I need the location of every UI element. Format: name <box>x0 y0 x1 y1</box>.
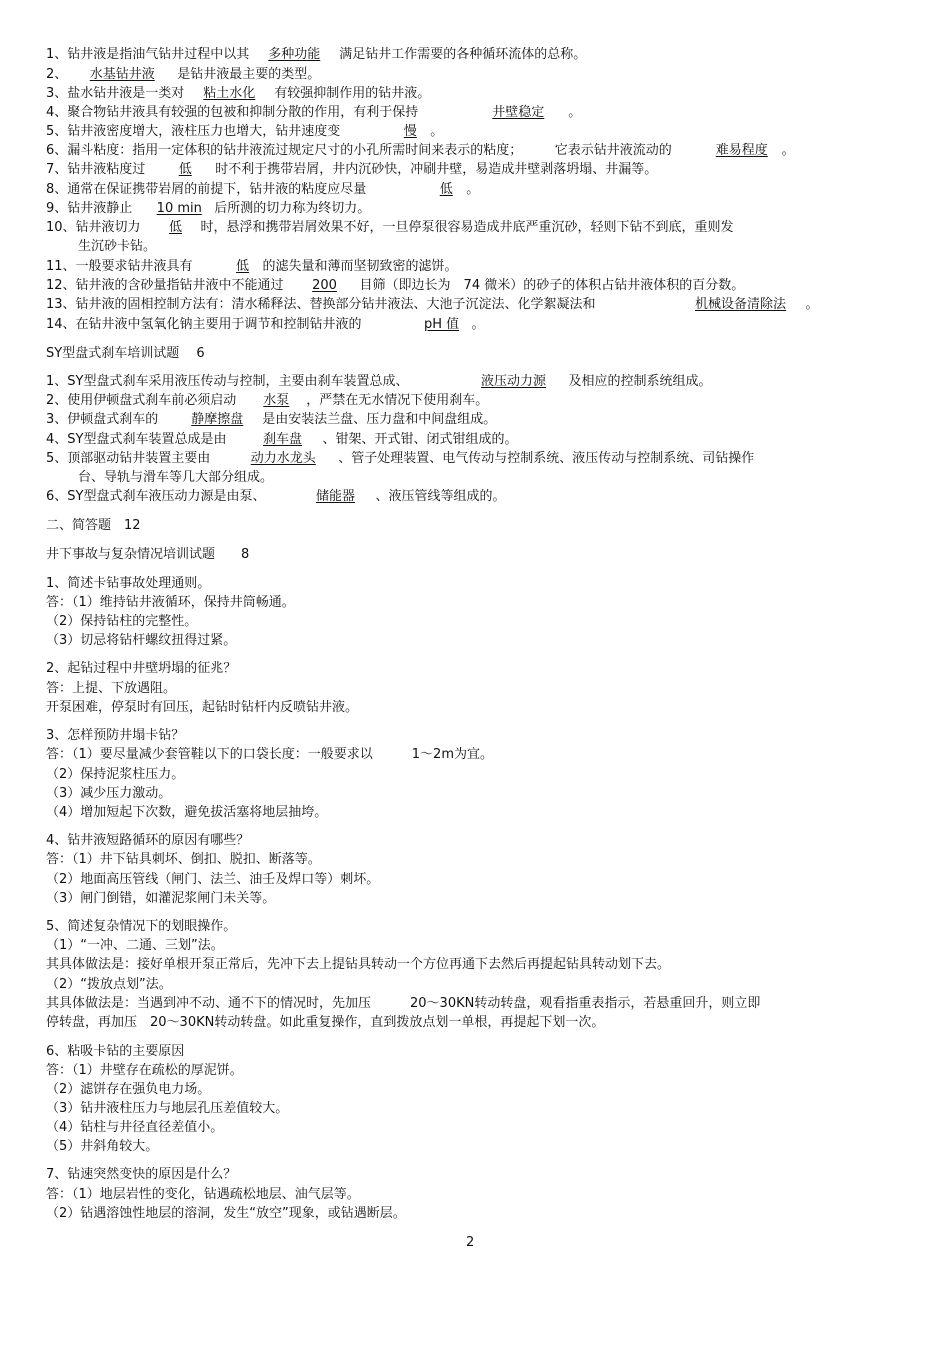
qa-line: 停转盘，再加压 20～30KN转动转盘。如此重复操作，直到拨放点划一单根，再提起下划一次。 <box>46 1015 605 1030</box>
item-text: 。 <box>805 297 819 312</box>
item-text: 后所测的切力称为终切力。 <box>214 201 371 216</box>
item-text: 7、钻井液粘度过 <box>46 162 146 177</box>
item-text: 的滤失量和薄而坚韧致密的滤饼。 <box>262 259 458 274</box>
answer-blank: pH 值 <box>423 317 460 332</box>
qa-line: （3）减少压力激动。 <box>46 786 172 801</box>
answer-blank: 10 min <box>156 201 202 216</box>
item-text: 、管子处理装置、电气传动与控制系统、液压传动与控制系统、司钻操作 <box>338 451 755 466</box>
qa-line: 5、简述复杂情况下的划眼操作。 <box>46 919 237 934</box>
item-text: 2、使用伊顿盘式刹车前必须启动 <box>46 393 237 408</box>
brake-section-title: SY型盘式刹车培训试题 6 <box>46 346 205 361</box>
answer-blank: 200 <box>312 278 337 293</box>
df-item-7 <box>46 162 657 178</box>
item-text: 12、钻井液的含砂量指钻井液中不能通过 <box>46 278 284 293</box>
item-text: 。 <box>430 124 444 139</box>
qa-line: （2）钻遇溶蚀性地层的溶洞，发生“放空”现象，或钻遇断层。 <box>46 1206 406 1221</box>
qa-line: （5）井斜角较大。 <box>46 1139 159 1154</box>
item-text: 2、 <box>46 67 68 82</box>
qa-line: （2）保持泥浆柱压力。 <box>46 767 185 782</box>
answer-blank: 液压动力源 <box>480 374 546 389</box>
item-text: 3、盐水钻井液是一类对 <box>46 86 185 101</box>
qa-line: 7、钻速突然变快的原因是什么？ <box>46 1167 237 1182</box>
answer-blank: 难易程度 <box>715 143 768 158</box>
answer-blank: 低 <box>236 259 250 274</box>
answer-blank: 粘土水化 <box>203 86 256 101</box>
df-item-10-cont <box>78 239 156 255</box>
item-text: 及相应的控制系统组成。 <box>568 374 712 389</box>
item-text: 时，悬浮和携带岩屑效果不好，一旦停泵很容易造成井底严重沉砂，轻则下钻不到底，重则发 <box>200 220 734 235</box>
item-text: 、钳架、开式钳、闭式钳组成的。 <box>322 432 518 447</box>
item-text: 生沉砂卡钻。 <box>78 239 157 254</box>
item-text: 13、钻井液的固相控制方法有：清水稀释法、替换部分钻井液法、大池子沉淀法、化学絮凝法和 <box>46 297 596 312</box>
item-text: 1、SY型盘式刹车采用液压传动与控制，主要由刹车装置总成、 <box>46 374 409 389</box>
item-text: 、液压管线等组成的。 <box>375 489 506 504</box>
brake-item-4 <box>46 432 517 448</box>
qa-line: （2）“拨放点划”法。 <box>46 977 172 992</box>
qa-line: 答：上提、下放遇阻。 <box>46 681 177 696</box>
brake-item-5 <box>46 451 754 467</box>
item-text: 6、漏斗粘度：指用一定体积的钻井液流过规定尺寸的小孔所需时间来表示的粘度； 它表示钻井液流动的 <box>46 143 672 158</box>
qa-line: （2）保持钻柱的完整性。 <box>46 614 198 629</box>
qa-line: （4）增加短起下次数，避免拔活塞将地层抽垮。 <box>46 805 328 820</box>
answer-blank: 水基钻井液 <box>89 67 155 82</box>
df-item-13 <box>46 297 819 313</box>
answer-blank: 低 <box>178 162 192 177</box>
qa-line: （2）地面高压管线（闸门、法兰、油壬及焊口等）刺坏。 <box>46 872 380 887</box>
brake-item-1 <box>46 374 711 390</box>
df-item-9 <box>46 201 370 217</box>
answer-blank: 水泵 <box>263 393 290 408</box>
qa-line: 2、起钻过程中井壁坍塌的征兆？ <box>46 661 237 676</box>
item-text: 5、钻井液密度增大，液柱压力也增大，钻井速度变 <box>46 124 341 139</box>
df-item-2 <box>46 67 320 83</box>
item-text: 8、通常在保证携带岩屑的前提下，钻井液的粘度应尽量 <box>46 182 367 197</box>
answer-blank: 井壁稳定 <box>492 105 545 120</box>
df-item-1 <box>46 47 586 63</box>
brake-item-2 <box>46 393 488 409</box>
qa-line: 答：（1）井下钻具刺坏、倒扣、脱扣、断落等。 <box>46 852 321 867</box>
qa-line: （4）钻柱与井径直径差值小。 <box>46 1120 224 1135</box>
answer-blank: 低 <box>169 220 183 235</box>
item-text: 。 <box>466 182 480 197</box>
qa-line: （3）钻井液柱压力与地层孔压差值较大。 <box>46 1101 289 1116</box>
df-item-10 <box>46 220 734 236</box>
item-text: 台、导轨与滑车等几大部分组成。 <box>78 470 274 485</box>
item-text: 满足钻井工作需要的各种循环流体的总称。 <box>339 47 587 62</box>
qa-line: （2）滤饼存在强负电力场。 <box>46 1082 211 1097</box>
qa-line: （3）切忌将钻杆螺纹扭得过紧。 <box>46 633 237 648</box>
item-text: 6、SY型盘式刹车液压动力源是由泵、 <box>46 489 266 504</box>
qa-line: 其具体做法是：接好单根开泵正常后，先冲下去上提钻具转动一个方位再通下去然后再提起钻具转动划下去。 <box>46 957 671 972</box>
brake-item-5-cont <box>78 470 273 486</box>
df-item-14 <box>46 317 485 333</box>
short-answer-section-title: 二、简答题 12 <box>46 518 141 533</box>
qa-line: 其具体做法是：当遇到冲不动、通不下的情况时，先加压 20～30KN转动转盘，观看指重表指示，若悬重回升，则立即 <box>46 996 761 1011</box>
answer-blank: 慢 <box>403 124 417 139</box>
item-text: 。 <box>781 143 795 158</box>
item-text: 时不利于携带岩屑，井内沉砂快，冲刷井壁，易造成井壁剥落坍塌、井漏等。 <box>215 162 658 177</box>
item-text: 目筛（即边长为 74 微米）的砂子的体积占钻井液体积的百分数。 <box>359 278 745 293</box>
item-text: 是由安装法兰盘、压力盘和中间盘组成。 <box>262 412 497 427</box>
brake-item-3 <box>46 412 496 428</box>
accident-section-title: 井下事故与复杂情况培训试题 8 <box>46 547 250 562</box>
df-item-4 <box>46 105 581 121</box>
df-item-12 <box>46 278 744 294</box>
page-number: 2 <box>466 1235 475 1250</box>
qa-line: 6、粘吸卡钻的主要原因 <box>46 1044 185 1059</box>
qa-line: 开泵困难，停泵时有回压，起钻时钻杆内反喷钻井液。 <box>46 700 359 715</box>
qa-line: 答：（1）维持钻井液循环，保持井筒畅通。 <box>46 595 295 610</box>
answer-blank: 低 <box>439 182 453 197</box>
answer-blank: 静摩擦盘 <box>191 412 244 427</box>
answer-blank: 机械设备清除法 <box>695 297 787 312</box>
df-item-6 <box>46 143 795 159</box>
item-text: 10、钻井液切力 <box>46 220 141 235</box>
item-text: ，严禁在无水情况下使用刹车。 <box>306 393 489 408</box>
item-text: 9、钻井液静止 <box>46 201 133 216</box>
item-text: 是钻井液最主要的类型。 <box>177 67 321 82</box>
qa-line: 4、钻井液短路循环的原因有哪些？ <box>46 833 250 848</box>
df-item-3 <box>46 86 430 102</box>
qa-line: 答：（1）要尽量减少套管鞋以下的口袋长度：一般要求以 1～2m为宜。 <box>46 747 493 762</box>
item-text: 。 <box>471 317 485 332</box>
answer-blank: 多种功能 <box>268 47 321 62</box>
qa-line: 答：（1）地层岩性的变化，钻遇疏松地层、油气层等。 <box>46 1187 360 1202</box>
item-text: 3、伊顿盘式刹车的 <box>46 412 159 427</box>
item-text: 4、聚合物钻井液具有较强的包被和抑制分散的作用，有利于保持 <box>46 105 419 120</box>
qa-line: 3、怎样预防井塌卡钻？ <box>46 728 185 743</box>
qa-line: （3）闸门倒错，如灌泥浆闸门未关等。 <box>46 891 276 906</box>
item-text: 14、在钻井液中氢氧化钠主要用于调节和控制钻井液的 <box>46 317 362 332</box>
qa-line: 1、简述卡钻事故处理通则。 <box>46 576 211 591</box>
answer-blank: 动力水龙头 <box>250 451 316 466</box>
item-text: 。 <box>568 105 582 120</box>
df-item-8 <box>46 182 479 198</box>
brake-item-6 <box>46 489 505 505</box>
item-text: 11、一般要求钻井液具有 <box>46 259 193 274</box>
qa-line: （1）“一冲、二通、三划”法。 <box>46 938 224 953</box>
item-text: 有较强抑制作用的钻井液。 <box>274 86 431 101</box>
answer-blank: 储能器 <box>315 489 355 504</box>
qa-line: 答：（1）井壁存在疏松的厚泥饼。 <box>46 1063 243 1078</box>
item-text: 4、SY型盘式刹车装置总成是由 <box>46 432 227 447</box>
df-item-5 <box>46 124 443 140</box>
answer-blank: 刹车盘 <box>262 432 302 447</box>
item-text: 1、钻井液是指油气钻井过程中以其 <box>46 47 250 62</box>
item-text: 5、顶部驱动钻井装置主要由 <box>46 451 211 466</box>
df-item-11 <box>46 259 458 275</box>
